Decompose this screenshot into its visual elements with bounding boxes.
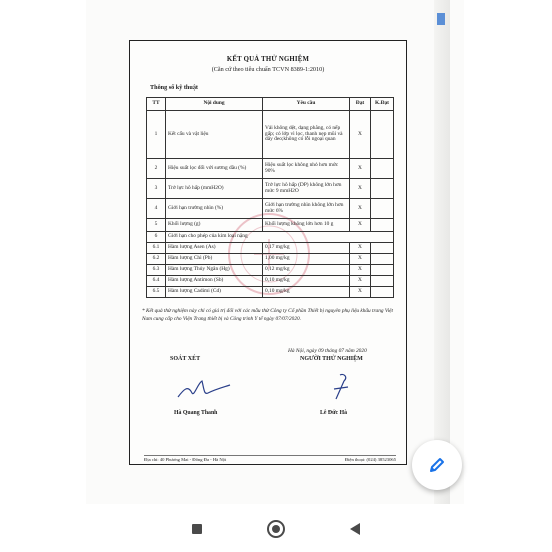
table-row [147, 111, 394, 159]
tester-title: NGƯỜI THỬ NGHIỆM [300, 356, 363, 362]
row-pass: X [350, 179, 371, 199]
row-pass: X [350, 111, 371, 159]
row-tt: 6.2 [147, 254, 166, 265]
table-row-group [147, 232, 394, 243]
table-row [147, 159, 394, 179]
row-fail [371, 111, 394, 159]
col-content: Nội dung [166, 98, 263, 111]
row-pass: X [350, 254, 371, 265]
row-content: Trở lực hô hấp (mmH2O) [166, 179, 263, 199]
row-content: Hiệu suất lọc đối với sương dầu (%) [166, 159, 263, 179]
row-requirement: 0,10 mg/kg [263, 287, 350, 298]
pencil-icon [427, 455, 447, 475]
row-tt: 1 [147, 111, 166, 159]
paper-edge [434, 0, 450, 504]
home-circle-icon [266, 519, 286, 539]
row-requirement: 0,10 mg/kg [263, 276, 350, 287]
document-subtitle: (Căn cứ theo tiêu chuẩn TCVN 8389-1:2010) [211, 66, 325, 73]
row-tt: 2 [147, 159, 166, 179]
row-requirement: Giới hạn trường nhìn không lớn hơn mức 6% [263, 199, 350, 219]
row-pass: X [350, 159, 371, 179]
row-fail [371, 287, 394, 298]
row-tt: 6.4 [147, 276, 166, 287]
row-tt: 4 [147, 199, 166, 219]
table-row [147, 243, 394, 254]
row-pass: X [350, 199, 371, 219]
tester-name: Lê Đức Hà [320, 410, 347, 416]
row-tt: 6.1 [147, 243, 166, 254]
row-fail [371, 199, 394, 219]
tester-signature [326, 371, 356, 405]
page-marker [437, 13, 445, 25]
table-header-row [147, 98, 394, 111]
table-row [147, 219, 394, 232]
col-requirement: Yêu cầu [263, 98, 350, 111]
stop-square-icon [191, 523, 203, 535]
row-content: Hàm lượng Chì (Pb) [166, 254, 263, 265]
row-fail [371, 179, 394, 199]
document-footer [144, 455, 396, 462]
reviewer-name: Hà Quang Thanh [174, 410, 218, 416]
row-content: Hàm lượng Asen (As) [166, 243, 263, 254]
back-triangle-icon [349, 522, 361, 536]
row-tt: 3 [147, 179, 166, 199]
row-requirement: Vải không dệt, dạng phẳng, có nếp gấp; có lớp vì lọc, thanh nẹp mũi và dây đeo;không có lỗi ngoại quan [263, 111, 350, 159]
footer-phone: Điện thoại: (024) 38523065 [344, 457, 396, 462]
row-tt: 6.5 [147, 287, 166, 298]
home-button[interactable] [265, 518, 287, 540]
col-pass: Đạt [350, 98, 371, 111]
col-fail: K.Đạt [371, 98, 394, 111]
row-tt: 5 [147, 219, 166, 232]
col-tt: TT [147, 98, 166, 111]
row-pass: X [350, 276, 371, 287]
row-requirement: Khối lượng không lớn hơn 10 g [263, 219, 350, 232]
spec-table [146, 97, 394, 298]
table-row [147, 287, 394, 298]
table-row [147, 265, 394, 276]
row-fail [371, 159, 394, 179]
reviewer-signature [174, 375, 234, 403]
row-fail [371, 276, 394, 287]
row-requirement: Trở lực hô hấp (DP) không lớn hơn mức 9 mmH2O [263, 179, 350, 199]
edit-button[interactable] [412, 440, 462, 490]
row-content: Hàm lượng Antimon (Sb) [166, 276, 263, 287]
row-fail [371, 254, 394, 265]
table-row [147, 254, 394, 265]
row-fail [371, 219, 394, 232]
table-row [147, 179, 394, 199]
row-tt: 6 [147, 232, 166, 243]
test-result-document [129, 40, 407, 465]
table-row [147, 276, 394, 287]
row-pass: X [350, 219, 371, 232]
row-content: Giới hạn trường nhìn (%) [166, 199, 263, 219]
row-pass: X [350, 287, 371, 298]
row-tt: 6.3 [147, 265, 166, 276]
section-heading: Thông số kỹ thuật [150, 84, 198, 91]
footnote: * Kết quả thử nghiệm này chỉ có giá trị đối với các mẫu thử Công ty Cổ phần Thiết bị nguyên phụ liệu khẩu trang Việt Nam cung cấp cho Viện Trang thiết bị và Công trình Y tế ngày 07/07/2020. [142, 308, 393, 322]
row-requirement: 0,17 mg/kg [263, 243, 350, 254]
row-pass: X [350, 243, 371, 254]
footer-address: Địa chỉ: 40 Phương Mai - Đống Đa - Hà Nội [144, 457, 227, 462]
row-content: Giới hạn cho phép của kim loại nặng [166, 232, 394, 243]
row-content: Hàm lượng Thủy Ngân (Hg) [166, 265, 263, 276]
row-requirement: Hiệu suất lọc không nhỏ hơn mức 90% [263, 159, 350, 179]
row-pass: X [350, 265, 371, 276]
row-content: Khối lượng (g) [166, 219, 263, 232]
back-button[interactable] [344, 518, 366, 540]
sign-date: Hà Nội, ngày 09 tháng 07 năm 2020 [288, 348, 367, 354]
row-fail [371, 265, 394, 276]
row-content: Hàm lượng Cadimi (Cd) [166, 287, 263, 298]
row-requirement: 1,00 mg/kg [263, 254, 350, 265]
table-row [147, 199, 394, 219]
android-nav-bar [0, 504, 552, 552]
recents-button[interactable] [186, 518, 208, 540]
document-title: KẾT QUẢ THỬ NGHIỆM [226, 56, 310, 63]
row-requirement: 0,12 mg/kg [263, 265, 350, 276]
reviewer-title: SOÁT XÉT [170, 356, 201, 362]
row-content: Kết cấu và vật liệu [166, 111, 263, 159]
row-fail [371, 243, 394, 254]
